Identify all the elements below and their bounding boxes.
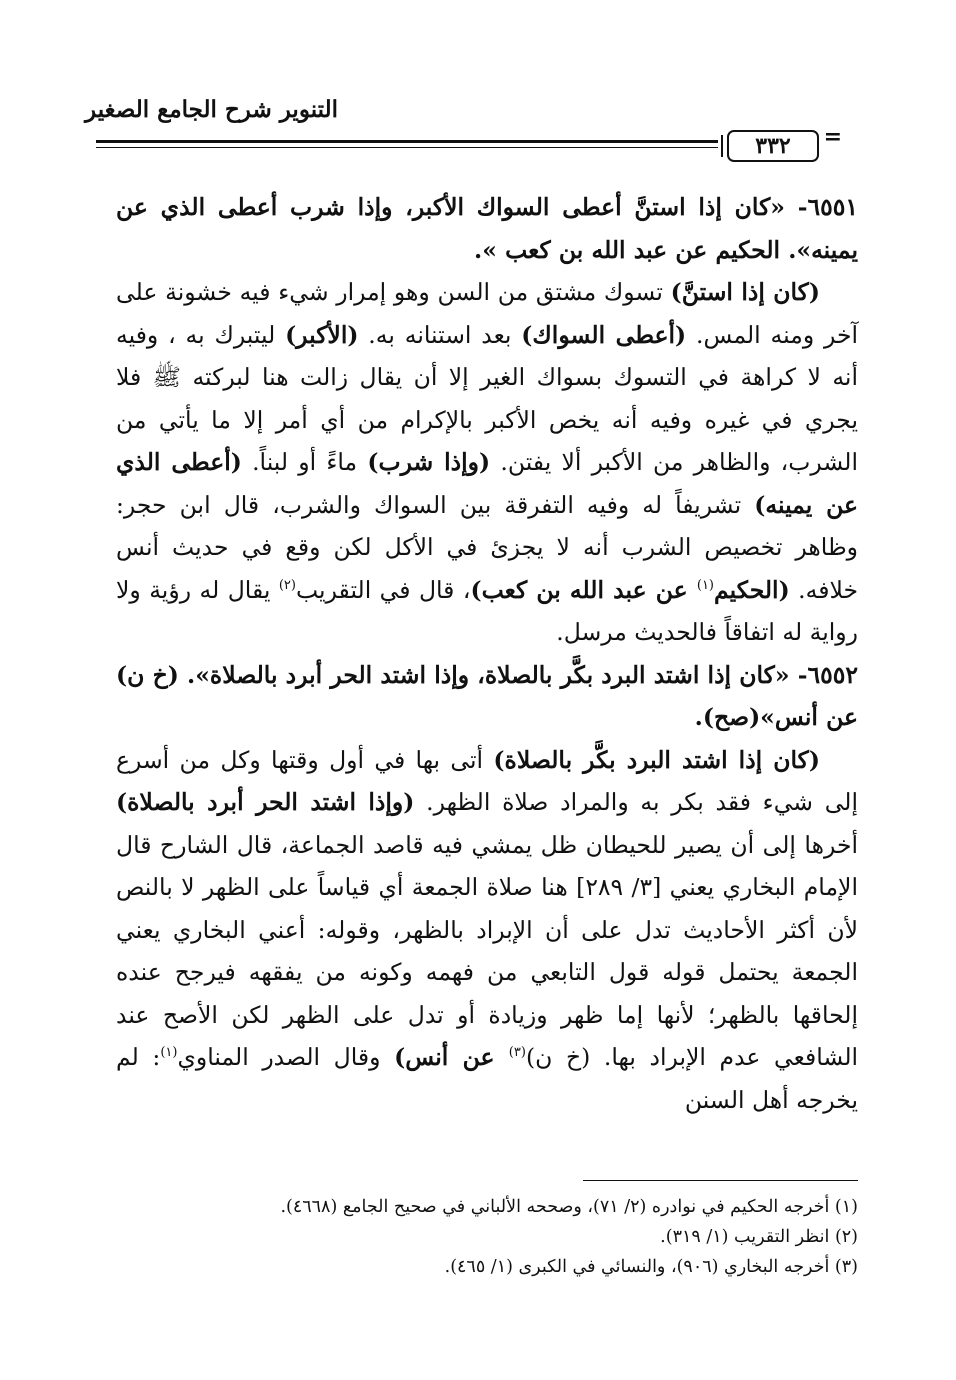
page-number: ٣٣٢: [727, 130, 819, 162]
hadith-6551: [116, 186, 858, 271]
footnote-ref: (٢): [278, 577, 296, 593]
hadith-number: ٦٥٥٢-: [789, 660, 858, 689]
footnote-ref: (١): [160, 1045, 178, 1061]
footnote: (٢) انظر التقريب (١/ ٣١٩).: [660, 1227, 858, 1247]
running-title: التنوير شرح الجامع الصغير: [85, 96, 338, 123]
hadith-6552: [116, 654, 858, 739]
hadith-text: «كان إذا استنَّ أعطى السواك الأكبر، وإذا شرب أعطى الذي عن يمينه». الحكيم عن عبد الله بن كعب ».: [116, 193, 858, 264]
page-number-dash: =: [823, 124, 842, 150]
commentary-6551: (كان إذا استنَّ) تسوك مشتق من السن وهو إمرار شيء فيه خشونة على آخر ومنه المس. (أعطى السواك) بعد استنانه به. (الأكبر) ليتبرك به ، وفيه أنه لا كراهة في التسوك بسواك الغير إلا أن يقال زالت هنا لبركته ﷺ فلا يجري في غيره وفيه أنه يخص الأكبر بالإكرام من أي أمر إلا ما يأتي من الشرب، والظاهر من الأكبر ألا يفتن. (وإذا شرب) ماءً أو لبناً. (أعطى الذي عن يمينه) تشريفاً له وفيه التفرقة بين السواك والشرب، قال ابن حجر: وظاهر تخصيص الشرب أنه لا يجزئ في الأكل لكن وقع في حديث أنس خلافه. (الحكيم$^{(١)}$ عن عبد الله بن كعب)، قال في التقريب$^{(٢)}$ يقال له رؤية ولا رواية له اتفاقاً فالحديث مرسل.: [116, 278, 859, 646]
footnote-separator: [583, 1180, 858, 1181]
footnotes: [116, 1192, 858, 1282]
commentary-6552: (كان إذا اشتد البرد بكَّر بالصلاة) أتى بها في أول وقتها وكل من أسرع إلى شيء فقد بكر به والمراد صلاة الظهر. (وإذا اشتد الحر أبرد بالصلاة) أخرها إلى أن يصير للحيطان ظل يمشي فيه قاصد الجماعة، قال الشارح قال الإمام البخاري يعني [٣/ ٢٨٩] هنا صلاة الجمعة أي قياساً على الظهر لا بالنص لأن أكثر الأحاديث تدل على أن الإبراد بالظهر، وقوله: أعني البخاري يعني الجمعة يحتمل قوله قول التابعي من فهمه وكونه من يفقهه فيرجح عنده إلحاقها بالظهر؛ لأنها إما ظهر وزيادة أو تدل على الظهر لكن الأصح عند الشافعي عدم الإبراد بها. (خ ن)$^{(٣)}$ عن أنس) وقال الصدر المناوي$^{(١)}$: لم يخرجه أهل السنن: [116, 745, 859, 1114]
hadith-number: ٦٥٥١-: [784, 193, 858, 221]
footnote-ref: (١): [696, 577, 714, 593]
footnote: (١) أخرجه الحكيم في نوادره (٢/ ٧١)، وصححه الألباني في صحيح الجامع (٤٦٦٨).: [280, 1197, 858, 1217]
footnote: (٣) أخرجه البخاري (٩٠٦)، والنسائي في الكبرى (١/ ٤٦٥).: [444, 1257, 858, 1277]
main-text: [116, 186, 858, 1121]
hadith-text: «كان إذا اشتد البرد بكَّر بالصلاة، وإذا اشتد الحر أبرد بالصلاة». (خ ن) عن أنس»(صح).: [116, 660, 858, 731]
footnote-ref: (٣): [508, 1045, 526, 1061]
header-double-rule: [96, 140, 718, 148]
